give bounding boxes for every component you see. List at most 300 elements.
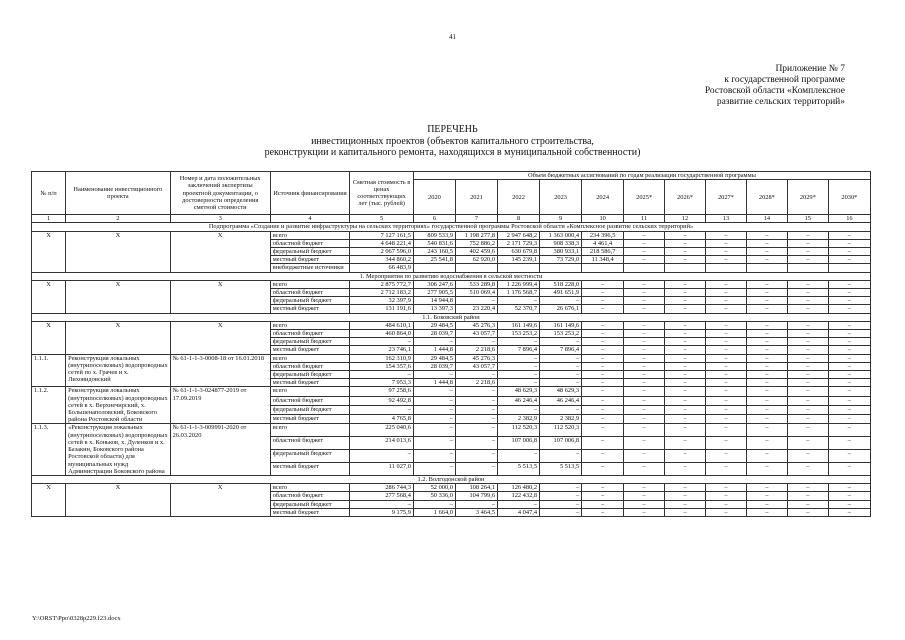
amount-cell: –	[624, 354, 665, 362]
amount-cell: –	[746, 405, 787, 414]
title-line: инвестиционных проектов (объектов капитального строительства,	[311, 135, 594, 147]
amount-cell: –	[455, 450, 497, 463]
column-number: 9	[540, 215, 582, 223]
funding-source: местный бюджет	[270, 256, 350, 264]
project-no: 1.1.2.	[32, 387, 66, 424]
amount-cell: –	[787, 231, 828, 239]
amount-cell: –	[828, 396, 870, 405]
amount-cell: –	[665, 379, 706, 387]
amount-cell: –	[746, 508, 787, 516]
amount-cell: –	[746, 354, 787, 362]
amount-cell: –	[455, 415, 497, 424]
amount-cell: 131 191,6	[350, 305, 414, 313]
amount-cell: –	[828, 321, 870, 329]
amount-cell: –	[665, 305, 706, 313]
amount-cell: –	[455, 338, 497, 346]
amount-cell: 344 860,2	[350, 256, 414, 264]
amount-cell: 1 198 277,8	[455, 231, 497, 239]
funding-source: местный бюджет	[270, 463, 350, 476]
funding-source: федеральный бюджет	[270, 338, 350, 346]
project-no: 1.1.3.	[32, 424, 66, 475]
amount-cell: 48 629,3	[498, 387, 540, 396]
amount-cell: 460 864,0	[350, 330, 414, 338]
project-doc: № 61-1-1-3-024877-2019 от 17.09.2019	[170, 387, 270, 424]
amount-cell: –	[582, 371, 624, 379]
amount-cell: –	[828, 437, 870, 450]
amount-cell: 126 480,2	[498, 484, 540, 492]
amount-cell: –	[624, 424, 665, 437]
amount-cell	[455, 264, 497, 272]
project-name: Х	[66, 280, 171, 313]
project-doc: № 61-1-1-3-009991-2020 от 26.03.2020	[170, 424, 270, 475]
document-title	[0, 124, 905, 159]
amount-cell: –	[746, 346, 787, 354]
amount-cell: 161 149,6	[498, 321, 540, 329]
investment-projects-table	[31, 171, 871, 517]
amount-cell: –	[706, 424, 747, 437]
project-doc: Х	[170, 280, 270, 313]
amount-cell: –	[455, 387, 497, 396]
amount-cell: –	[582, 346, 624, 354]
amount-cell: –	[665, 289, 706, 297]
amount-cell: 52 000,0	[413, 484, 455, 492]
amount-cell: 7 953,3	[350, 379, 414, 387]
amount-cell: –	[498, 362, 540, 370]
amount-cell: –	[706, 280, 747, 288]
header-year: 2022	[498, 180, 540, 215]
column-number: 10	[582, 215, 624, 223]
amount-cell: –	[582, 338, 624, 346]
column-number: 7	[455, 215, 497, 223]
amount-cell: –	[624, 492, 665, 500]
amount-cell	[665, 264, 706, 272]
amount-cell: 162 310,9	[350, 354, 414, 362]
amount-cell: –	[624, 396, 665, 405]
column-number: 13	[706, 215, 747, 223]
title-heading: ПЕРЕЧЕНЬ	[427, 124, 478, 135]
amount-cell: –	[540, 508, 582, 516]
project-no: Х	[32, 484, 66, 517]
amount-cell: –	[787, 405, 828, 414]
funding-source: местный бюджет	[270, 508, 350, 516]
amount-cell: –	[540, 362, 582, 370]
amount-cell: –	[787, 239, 828, 247]
funding-source: федеральный бюджет	[270, 450, 350, 463]
amount-cell: –	[787, 321, 828, 329]
amount-cell: 48 629,3	[540, 387, 582, 396]
amount-cell: 46 246,4	[498, 396, 540, 405]
project-doc: Х	[170, 484, 270, 517]
amount-cell: –	[350, 450, 414, 463]
amount-cell: –	[746, 437, 787, 450]
amount-cell: 43 057,7	[455, 362, 497, 370]
amount-cell: –	[828, 280, 870, 288]
amount-cell: 154 357,6	[350, 362, 414, 370]
amount-cell: –	[582, 387, 624, 396]
amount-cell: –	[828, 256, 870, 264]
amount-cell: –	[787, 280, 828, 288]
amount-cell: 92 492,8	[350, 396, 414, 405]
amount-cell: –	[455, 297, 497, 305]
amount-cell: 540 831,6	[413, 239, 455, 247]
column-number: 16	[828, 215, 870, 223]
amount-cell: –	[706, 321, 747, 329]
amount-cell: 286 744,3	[350, 484, 414, 492]
amount-cell: 4 765,8	[350, 415, 414, 424]
column-number: 3	[170, 215, 270, 223]
amount-cell: –	[787, 396, 828, 405]
header-no: № п/п	[32, 172, 66, 215]
column-number: 8	[498, 215, 540, 223]
funding-source: областной бюджет	[270, 289, 350, 297]
amount-cell: –	[582, 437, 624, 450]
amount-cell: –	[665, 354, 706, 362]
amount-cell: 112 520,3	[540, 424, 582, 437]
amount-cell: 630 679,8	[498, 248, 540, 256]
amount-cell: –	[706, 256, 747, 264]
funding-source: всего	[270, 280, 350, 288]
amount-cell: 28 039,7	[413, 330, 455, 338]
amount-cell: –	[787, 338, 828, 346]
amount-cell: –	[787, 379, 828, 387]
amount-cell: –	[350, 500, 414, 508]
amount-cell: 122 432,8	[498, 492, 540, 500]
amount-cell: 2 171 729,3	[498, 239, 540, 247]
amount-cell: –	[350, 338, 414, 346]
funding-source: всего	[270, 231, 350, 239]
amount-cell: 809 533,9	[413, 231, 455, 239]
table-row	[32, 231, 871, 239]
amount-cell: 1 444,8	[413, 346, 455, 354]
amount-cell: –	[665, 371, 706, 379]
funding-source: федеральный бюджет	[270, 297, 350, 305]
header-doc: Номер и дата положительных заключений экспертизы проектной документации, о достоверности определения сметной стоимости	[170, 172, 270, 215]
amount-cell: 225 040,6	[350, 424, 414, 437]
column-number: 1	[32, 215, 66, 223]
amount-cell: 73 729,0	[540, 256, 582, 264]
amount-cell: 533 289,8	[455, 280, 497, 288]
amount-cell: –	[665, 362, 706, 370]
amount-cell: –	[413, 463, 455, 476]
amount-cell: 107 006,8	[498, 437, 540, 450]
amount-cell: 214 013,6	[350, 437, 414, 450]
amount-cell: –	[746, 379, 787, 387]
amount-cell: –	[624, 500, 665, 508]
amount-cell: –	[706, 405, 747, 414]
amount-cell: –	[540, 500, 582, 508]
amount-cell: –	[746, 248, 787, 256]
amount-cell: 243 160,5	[413, 248, 455, 256]
amount-cell: –	[706, 330, 747, 338]
column-numbers-row	[32, 215, 871, 223]
section-heading: Подпрограмма «Создание и развитие инфраструктуры на сельских территориях» государственной программы Ростовской области «Комплексное развитие сельских территорий»	[32, 223, 871, 231]
amount-cell: –	[665, 231, 706, 239]
amount-cell: 29 484,5	[413, 354, 455, 362]
amount-cell: –	[665, 484, 706, 492]
amount-cell: 29 484,5	[413, 321, 455, 329]
amount-cell: –	[706, 305, 747, 313]
amount-cell: 97 258,6	[350, 387, 414, 396]
amount-cell: –	[787, 500, 828, 508]
amount-cell: –	[787, 492, 828, 500]
funding-source: областной бюджет	[270, 330, 350, 338]
amount-cell: –	[413, 371, 455, 379]
amount-cell: –	[582, 405, 624, 414]
amount-cell: 4 648 221,4	[350, 239, 414, 247]
amount-cell: –	[413, 387, 455, 396]
appendix-line: к государственной программе	[724, 75, 845, 85]
amount-cell: –	[787, 437, 828, 450]
amount-cell: –	[665, 338, 706, 346]
amount-cell: –	[706, 354, 747, 362]
amount-cell: 2 947 648,2	[498, 231, 540, 239]
amount-cell: –	[624, 280, 665, 288]
funding-source: всего	[270, 354, 350, 362]
amount-cell: –	[624, 405, 665, 414]
funding-source: областной бюджет	[270, 362, 350, 370]
amount-cell: –	[787, 371, 828, 379]
amount-cell: –	[582, 330, 624, 338]
amount-cell: –	[746, 256, 787, 264]
amount-cell: –	[746, 338, 787, 346]
amount-cell: –	[828, 405, 870, 414]
header-year: 2020	[413, 180, 455, 215]
amount-cell: –	[746, 321, 787, 329]
amount-cell: –	[624, 463, 665, 476]
amount-cell: –	[350, 371, 414, 379]
amount-cell: 45 276,3	[455, 321, 497, 329]
amount-cell: –	[787, 256, 828, 264]
amount-cell: –	[624, 330, 665, 338]
amount-cell: –	[746, 362, 787, 370]
table-row	[32, 280, 871, 288]
amount-cell: –	[746, 231, 787, 239]
amount-cell: –	[746, 280, 787, 288]
amount-cell: –	[582, 297, 624, 305]
amount-cell: –	[413, 338, 455, 346]
amount-cell: –	[828, 500, 870, 508]
amount-cell: –	[706, 415, 747, 424]
amount-cell: –	[706, 387, 747, 396]
amount-cell: –	[582, 415, 624, 424]
amount-cell: –	[665, 239, 706, 247]
amount-cell: –	[624, 508, 665, 516]
amount-cell: –	[706, 248, 747, 256]
column-number: 14	[746, 215, 787, 223]
amount-cell	[624, 264, 665, 272]
amount-cell: –	[413, 405, 455, 414]
table-row	[32, 484, 871, 492]
amount-cell: 306 247,6	[413, 280, 455, 288]
amount-cell: –	[706, 379, 747, 387]
section-heading: 1.2. Волгодонской район	[32, 475, 871, 483]
table-row	[32, 387, 871, 396]
amount-cell: –	[787, 450, 828, 463]
amount-cell: 2 218,6	[455, 379, 497, 387]
amount-cell: –	[540, 450, 582, 463]
amount-cell: –	[787, 305, 828, 313]
amount-cell: –	[665, 450, 706, 463]
table-row	[32, 424, 871, 437]
amount-cell: 2 382,9	[540, 415, 582, 424]
header-year: 2030*	[828, 180, 870, 215]
section-heading: 1.1. Боковский район	[32, 313, 871, 321]
amount-cell: –	[582, 424, 624, 437]
amount-cell: 153 253,2	[540, 330, 582, 338]
amount-cell: –	[582, 463, 624, 476]
amount-cell: 7 896,4	[540, 346, 582, 354]
appendix-block	[655, 64, 845, 108]
amount-cell: –	[828, 450, 870, 463]
amount-cell: –	[787, 463, 828, 476]
amount-cell: –	[624, 297, 665, 305]
amount-cell: –	[828, 492, 870, 500]
amount-cell: –	[706, 508, 747, 516]
project-name: Реконструкция локальных (внутрипоселковых) водопроводных сетей в х. Верхнечирский, х. Большенаполовский, Боковского района Ростовской области	[66, 387, 171, 424]
amount-cell: 1 226 999,4	[498, 280, 540, 288]
header-year: 2027*	[706, 180, 747, 215]
amount-cell: –	[624, 248, 665, 256]
project-no: Х	[32, 321, 66, 354]
amount-cell: –	[787, 297, 828, 305]
amount-cell: 13 397,3	[413, 305, 455, 313]
amount-cell: –	[828, 362, 870, 370]
funding-source: всего	[270, 321, 350, 329]
header-name: Наименование инвестиционного проекта	[66, 172, 171, 215]
amount-cell: –	[582, 500, 624, 508]
amount-cell: 5 513,5	[540, 463, 582, 476]
amount-cell: –	[787, 415, 828, 424]
amount-cell: –	[706, 484, 747, 492]
header-source: Источник финансирования	[270, 172, 350, 215]
amount-cell: 26 676,1	[540, 305, 582, 313]
amount-cell: 2 067 596,0	[350, 248, 414, 256]
appendix-line: Приложение № 7	[775, 64, 845, 74]
amount-cell: –	[624, 321, 665, 329]
amount-cell: –	[665, 492, 706, 500]
amount-cell: 518 228,0	[540, 280, 582, 288]
amount-cell: –	[828, 330, 870, 338]
amount-cell: 46 246,4	[540, 396, 582, 405]
amount-cell: –	[540, 484, 582, 492]
amount-cell: –	[498, 379, 540, 387]
project-name: Х	[66, 321, 171, 354]
amount-cell: –	[787, 289, 828, 297]
amount-cell: –	[787, 508, 828, 516]
amount-cell: –	[746, 500, 787, 508]
amount-cell: –	[787, 424, 828, 437]
amount-cell: –	[498, 405, 540, 414]
amount-cell: –	[746, 415, 787, 424]
header-volume: Объем бюджетных ассигнований по годам реализации государственной программы	[413, 172, 870, 180]
amount-cell: –	[540, 371, 582, 379]
amount-cell: –	[540, 297, 582, 305]
column-number: 2	[66, 215, 171, 223]
amount-cell: 11 348,4	[582, 256, 624, 264]
amount-cell: –	[498, 450, 540, 463]
amount-cell: –	[582, 492, 624, 500]
column-number: 15	[787, 215, 828, 223]
amount-cell	[498, 264, 540, 272]
amount-cell: –	[787, 484, 828, 492]
amount-cell: –	[665, 248, 706, 256]
amount-cell: –	[828, 354, 870, 362]
amount-cell: –	[787, 346, 828, 354]
amount-cell: –	[540, 405, 582, 414]
amount-cell: –	[746, 463, 787, 476]
amount-cell: –	[582, 289, 624, 297]
amount-cell: –	[746, 330, 787, 338]
header-cost: Сметная стоимость в ценах соответствующих лет (тыс. рублей)	[350, 172, 414, 215]
amount-cell: –	[582, 354, 624, 362]
amount-cell: –	[665, 463, 706, 476]
amount-cell: –	[828, 338, 870, 346]
amount-cell: 7 896,4	[498, 346, 540, 354]
funding-source: всего	[270, 484, 350, 492]
funding-source: местный бюджет	[270, 379, 350, 387]
amount-cell: –	[624, 415, 665, 424]
amount-cell: 5 513,5	[498, 463, 540, 476]
amount-cell: 23 220,4	[455, 305, 497, 313]
table-row	[32, 321, 871, 329]
amount-cell: –	[828, 305, 870, 313]
amount-cell: –	[706, 463, 747, 476]
amount-cell	[582, 264, 624, 272]
amount-cell: 277 568,4	[350, 492, 414, 500]
amount-cell: –	[706, 371, 747, 379]
amount-cell: 4 461,4	[582, 239, 624, 247]
amount-cell: –	[787, 330, 828, 338]
amount-cell: –	[665, 387, 706, 396]
column-number: 6	[413, 215, 455, 223]
page-number: 41	[449, 33, 456, 41]
amount-cell: –	[706, 500, 747, 508]
amount-cell: –	[540, 492, 582, 500]
amount-cell: –	[624, 484, 665, 492]
amount-cell: –	[706, 289, 747, 297]
header-year: 2024	[582, 180, 624, 215]
amount-cell	[787, 264, 828, 272]
column-number: 11	[624, 215, 665, 223]
amount-cell: –	[624, 387, 665, 396]
amount-cell: –	[582, 305, 624, 313]
amount-cell: –	[706, 297, 747, 305]
funding-source: местный бюджет	[270, 305, 350, 313]
amount-cell: –	[746, 492, 787, 500]
amount-cell: –	[455, 500, 497, 508]
amount-cell: 145 239,1	[498, 256, 540, 264]
amount-cell: –	[624, 437, 665, 450]
amount-cell: –	[828, 248, 870, 256]
appendix-line: развитие сельских территорий»	[716, 97, 845, 107]
amount-cell: –	[746, 396, 787, 405]
amount-cell: –	[455, 424, 497, 437]
amount-cell: 32 397,9	[350, 297, 414, 305]
amount-cell: –	[455, 405, 497, 414]
header-year: 2023	[540, 180, 582, 215]
amount-cell: 107 006,8	[540, 437, 582, 450]
amount-cell: 2 218,6	[455, 346, 497, 354]
amount-cell: –	[413, 437, 455, 450]
amount-cell	[746, 264, 787, 272]
amount-cell: 23 746,1	[350, 346, 414, 354]
amount-cell: –	[413, 396, 455, 405]
amount-cell: –	[746, 387, 787, 396]
amount-cell: –	[746, 371, 787, 379]
amount-cell: –	[665, 256, 706, 264]
project-name: Реконструкция локальных (внутрипоселковых) водопроводных сетей по х. Грачев и х. Лиховидовский	[66, 354, 171, 387]
amount-cell: 1 664,0	[413, 508, 455, 516]
